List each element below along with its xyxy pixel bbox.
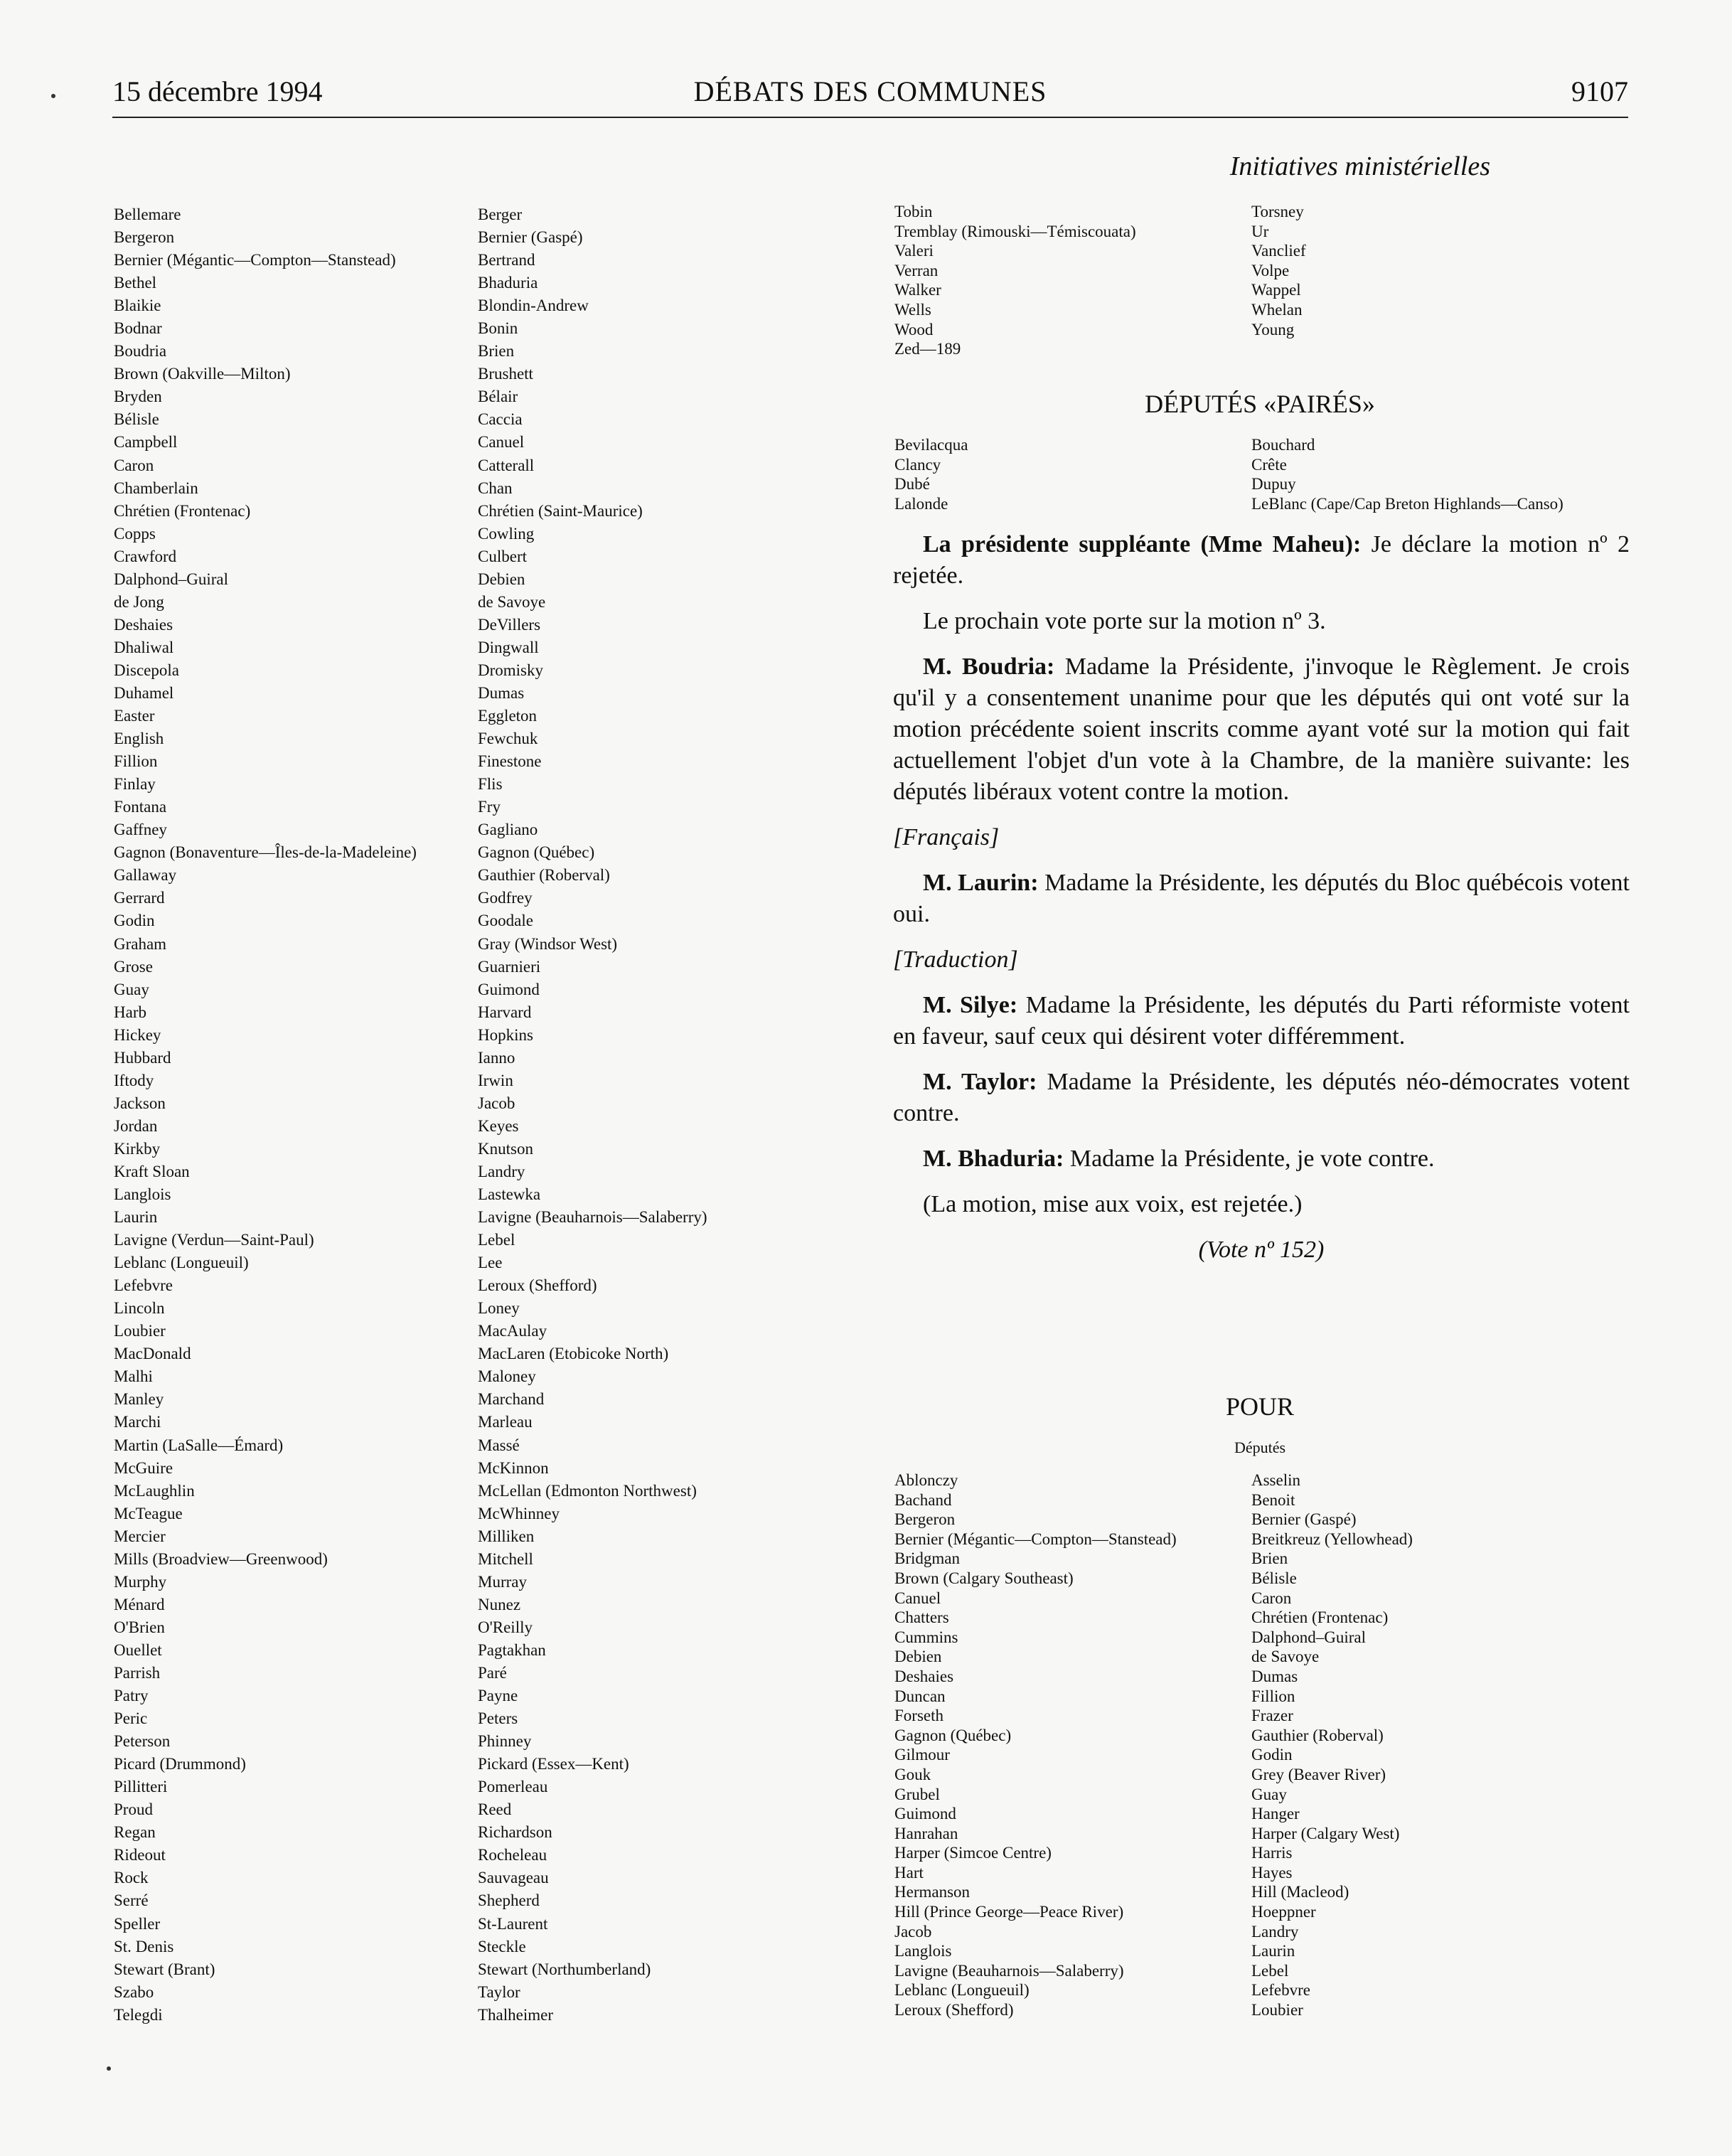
member-name: Deshaies — [894, 1667, 954, 1685]
header-date: 15 décembre 1994 — [112, 75, 323, 107]
member-name: Bevilacqua — [894, 436, 968, 454]
member-name: Martin (LaSalle—Émard) — [114, 1436, 284, 1454]
member-name: Wells — [894, 300, 931, 319]
member-name: Culbert — [478, 547, 527, 565]
member-name: Guimond — [894, 1805, 956, 1823]
member-name: Bergeron — [894, 1510, 956, 1529]
member-name: Hill (Prince George—Peace River) — [894, 1903, 1124, 1921]
member-name: Verran — [894, 261, 939, 279]
member-name: Patry — [114, 1687, 149, 1705]
member-name: Lavigne (Beauharnois—Salaberry) — [478, 1208, 707, 1227]
member-name: MacAulay — [478, 1322, 547, 1340]
debate-text — [893, 529, 1630, 1280]
paragraph-speaker-statement: M. Laurin: Madame la Présidente, les députés du Bloc québécois votent oui. — [893, 870, 1630, 927]
member-name: Gagliano — [478, 821, 538, 839]
member-name: Hanger — [1251, 1805, 1300, 1823]
member-name: Telegdi — [114, 2005, 163, 2024]
member-name: Wood — [894, 320, 934, 338]
member-name: Grey (Beaver River) — [1251, 1765, 1386, 1783]
vote-list-continued-column-2 — [1251, 202, 1628, 339]
member-name: Bethel — [114, 274, 157, 292]
member-name: Campbell — [114, 433, 178, 452]
member-name: Harvard — [478, 1003, 532, 1021]
member-name: English — [114, 730, 164, 748]
member-name: St. Denis — [114, 1937, 174, 1955]
member-name: Cowling — [478, 524, 535, 543]
paired-heading: DÉPUTÉS «PAIRÉS» — [1145, 390, 1375, 418]
member-name: Lastewka — [478, 1185, 541, 1204]
member-name: Marchand — [478, 1390, 545, 1409]
member-name: Serré — [114, 1891, 149, 1910]
member-name: Duncan — [894, 1687, 946, 1705]
member-name: Berger — [478, 206, 523, 223]
member-name: DeVillers — [478, 615, 541, 634]
member-name: Canuel — [894, 1589, 941, 1607]
member-name: de Savoye — [478, 592, 546, 611]
member-name: Gauthier (Roberval) — [1251, 1726, 1384, 1744]
member-name: Harb — [114, 1003, 146, 1021]
member-name: McLellan (Edmonton Northwest) — [478, 1481, 697, 1500]
member-name: Mercier — [114, 1527, 166, 1545]
member-name: Keyes — [478, 1116, 519, 1135]
member-name: Hayes — [1251, 1863, 1293, 1882]
language-marker: [Traduction] — [893, 946, 1018, 973]
pour-heading: POUR — [1225, 1392, 1295, 1421]
member-name: Richardson — [478, 1823, 552, 1842]
member-name: Hubbard — [114, 1048, 171, 1067]
member-name: MacDonald — [114, 1345, 191, 1363]
paragraph-speaker-statement: La présidente suppléante (Mme Maheu): Je déclare la motion nº 2 rejetée. — [893, 531, 1630, 589]
member-name: Torsney — [1251, 203, 1304, 220]
member-name: Flis — [478, 775, 503, 794]
member-name: Kraft Sloan — [114, 1162, 190, 1180]
member-name: Marleau — [478, 1413, 533, 1431]
paragraph-speaker-statement: M. Boudria: Madame la Présidente, j'invoque le Règlement. Je crois qu'il y a consentement unanime pour que les députés qui ont voté sur la motion précédente soient inscrits comme ayant voté sur la motion qui fait actuellement l'objet d'un vote à la Chambre, de la manière suivante: les députés libéraux votent contre la motion. — [893, 653, 1630, 805]
member-name: Dumas — [478, 683, 525, 702]
member-name: Ménard — [114, 1595, 165, 1613]
member-name: Mitchell — [478, 1549, 533, 1568]
member-name: Bonin — [478, 319, 518, 338]
member-name: Pomerleau — [478, 1778, 548, 1796]
member-name: Lebel — [1251, 1961, 1289, 1980]
member-name: Godin — [114, 912, 155, 930]
member-name: Wappel — [1251, 281, 1301, 299]
member-name: Bouchard — [1251, 436, 1315, 454]
member-name: Blondin-Andrew — [478, 297, 589, 315]
member-name: Hill (Macleod) — [1251, 1883, 1349, 1901]
member-name: Dromisky — [478, 661, 543, 679]
member-name: Sauvageau — [478, 1869, 549, 1887]
member-name: Gilmour — [894, 1746, 950, 1764]
member-name: Harper (Calgary West) — [1251, 1824, 1400, 1842]
member-name: Loubier — [114, 1322, 166, 1340]
member-name: Reed — [478, 1800, 512, 1819]
vote-list-column-2 — [478, 203, 833, 2027]
member-name: de Savoye — [1251, 1648, 1320, 1666]
member-name: Hoeppner — [1251, 1903, 1316, 1921]
member-name: Breitkreuz (Yellowhead) — [1251, 1530, 1413, 1548]
member-name: Leblanc (Longueuil) — [114, 1254, 249, 1272]
member-name: Hickey — [114, 1025, 161, 1044]
member-name: Whelan — [1251, 300, 1303, 319]
member-name: McWhinney — [478, 1504, 560, 1522]
member-name: Gagnon (Québec) — [478, 843, 595, 862]
member-name: Kirkby — [114, 1139, 161, 1158]
member-name: Langlois — [114, 1185, 171, 1204]
member-name: Copps — [114, 524, 156, 543]
member-name: Laurin — [1251, 1942, 1295, 1960]
member-name: Dalphond–Guiral — [114, 570, 228, 588]
member-name: Bellemare — [114, 206, 181, 223]
member-name: Laurin — [114, 1208, 158, 1227]
member-name: Pagtakhan — [478, 1640, 546, 1659]
member-name: Leroux (Shefford) — [478, 1276, 597, 1295]
member-name: Leroux (Shefford) — [894, 2001, 1014, 2019]
member-name: Hanrahan — [894, 1824, 958, 1842]
speaker-name: M. Boudria: — [923, 653, 1055, 680]
member-name: Dingwall — [478, 638, 539, 656]
speaker-name: M. Bhaduria: — [923, 1146, 1064, 1172]
member-name: Guimond — [478, 980, 540, 998]
member-name: Bertrand — [478, 251, 535, 270]
member-name: Deshaies — [114, 615, 173, 634]
member-name: Walker — [894, 281, 941, 299]
member-name: McKinnon — [478, 1458, 549, 1477]
member-name: Blaikie — [114, 297, 161, 315]
member-name: Grubel — [894, 1785, 940, 1803]
member-name: Marchi — [114, 1413, 161, 1431]
member-name: McGuire — [114, 1458, 173, 1477]
member-name: Stewart (Northumberland) — [478, 1960, 651, 1978]
member-name: Langlois — [894, 1942, 952, 1960]
member-name: Pillitteri — [114, 1778, 168, 1796]
page-header — [112, 74, 1628, 117]
member-name: Fry — [478, 798, 501, 816]
member-name: Ianno — [478, 1048, 515, 1067]
member-name: McTeague — [114, 1504, 183, 1522]
member-name: Dubé — [894, 475, 930, 493]
member-name: Rocheleau — [478, 1846, 547, 1864]
member-name: Caron — [1251, 1589, 1292, 1607]
member-name: Chatters — [894, 1608, 949, 1627]
member-name: Gallaway — [114, 866, 177, 885]
header-page-number: 9107 — [1571, 75, 1628, 107]
member-name: Caron — [114, 456, 154, 474]
pour-column-2 — [1251, 1471, 1628, 2020]
member-name: Dhaliwal — [114, 638, 174, 656]
member-name: O'Brien — [114, 1618, 165, 1636]
member-name: O'Reilly — [478, 1618, 533, 1636]
member-name: Lebel — [478, 1231, 515, 1249]
member-name: Jacob — [894, 1922, 932, 1941]
member-name: Bergeron — [114, 228, 175, 247]
member-name: Hopkins — [478, 1025, 533, 1044]
paragraph-speaker-statement: M. Taylor: Madame la Présidente, les députés néo-démocrates votent contre. — [893, 1069, 1630, 1126]
member-name: Mills (Broadview—Greenwood) — [114, 1549, 328, 1568]
member-name: Ur — [1251, 222, 1269, 240]
member-name: Duhamel — [114, 683, 174, 702]
speaker-name: M. Taylor: — [923, 1069, 1037, 1095]
member-name: Easter — [114, 707, 155, 725]
member-name: Speller — [114, 1914, 161, 1933]
member-name: Ouellet — [114, 1640, 162, 1659]
member-name: Szabo — [114, 1982, 154, 2001]
section-label: Initiatives ministérielles — [1229, 151, 1490, 181]
member-name: Bernier (Gaspé) — [1251, 1510, 1357, 1529]
member-name: Graham — [114, 934, 167, 953]
member-name: Asselin — [1251, 1471, 1300, 1489]
member-name: Jackson — [114, 1094, 166, 1112]
member-name: Benoit — [1251, 1490, 1295, 1509]
paragraph-speaker-statement: M. Silye: Madame la Présidente, les députés du Parti réformiste votent en faveur, sauf ceux qui désirent voter différemment. — [893, 992, 1630, 1050]
member-name: Loubier — [1251, 2001, 1303, 2019]
member-name: Eggleton — [478, 707, 538, 725]
member-name: Lalonde — [894, 494, 948, 513]
member-name: Forseth — [894, 1707, 943, 1725]
member-name: Bélisle — [1251, 1569, 1297, 1587]
paired-column-1 — [894, 435, 1236, 513]
member-name: Hermanson — [894, 1883, 971, 1901]
member-name: Harris — [1251, 1844, 1293, 1862]
member-name: Bridgman — [894, 1549, 960, 1568]
member-name: Milliken — [478, 1527, 535, 1545]
member-name: Bodnar — [114, 319, 162, 338]
member-name: Knutson — [478, 1139, 533, 1158]
member-name: Brien — [478, 342, 515, 361]
member-name: Peters — [478, 1709, 518, 1728]
paragraph-speaker-statement: M. Bhaduria: Madame la Présidente, je vote contre. — [923, 1146, 1435, 1172]
member-name: Pickard (Essex—Kent) — [478, 1755, 629, 1773]
member-name: Picard (Drummond) — [114, 1755, 246, 1773]
member-name: MacLaren (Etobicoke North) — [478, 1345, 669, 1363]
member-name: Thalheimer — [478, 2005, 554, 2024]
speaker-name: M. Silye: — [923, 992, 1018, 1018]
member-name: Bélisle — [114, 410, 159, 429]
member-name: Chrétien (Saint-Maurice) — [478, 501, 643, 520]
member-name: Cummins — [894, 1628, 958, 1646]
member-name: Steckle — [478, 1937, 526, 1955]
member-name: Phinney — [478, 1732, 532, 1751]
member-name: Chrétien (Frontenac) — [114, 501, 251, 520]
member-name: Boudria — [114, 342, 167, 361]
member-name: Lee — [478, 1254, 503, 1272]
member-name: Rock — [114, 1869, 149, 1887]
member-name: Lefebvre — [114, 1276, 173, 1295]
member-name: Debien — [894, 1648, 942, 1666]
speaker-name: La présidente suppléante (Mme Maheu): — [923, 531, 1362, 557]
member-name: Lavigne (Beauharnois—Salaberry) — [894, 1961, 1124, 1980]
member-name: Regan — [114, 1823, 156, 1842]
member-name: Rideout — [114, 1846, 166, 1864]
member-name: Bachand — [894, 1490, 952, 1509]
member-name: Finestone — [478, 752, 542, 771]
member-name: Bélair — [478, 388, 518, 406]
member-name: Peterson — [114, 1732, 171, 1751]
member-name: Chamberlain — [114, 479, 198, 497]
member-name: Leblanc (Longueuil) — [894, 1981, 1030, 2000]
member-name: Lefebvre — [1251, 1981, 1310, 2000]
member-name: Murray — [478, 1572, 527, 1591]
member-name: Chan — [478, 479, 513, 497]
member-name: Loney — [478, 1299, 520, 1318]
member-name: Murphy — [114, 1572, 167, 1591]
member-name: Vanclief — [1251, 242, 1306, 260]
member-name: Taylor — [478, 1982, 520, 2001]
member-name: Brien — [1251, 1549, 1288, 1568]
member-name: Discepola — [114, 661, 179, 679]
member-name: Gagnon (Bonaventure—Îles-de-la-Madeleine) — [114, 843, 417, 862]
member-name: Debien — [478, 570, 525, 588]
member-name: Proud — [114, 1800, 153, 1819]
paragraph: Le prochain vote porte sur la motion nº 3. — [923, 608, 1326, 634]
member-name: Gagnon (Québec) — [894, 1726, 1012, 1744]
member-name: Maloney — [478, 1367, 536, 1386]
member-name: Irwin — [478, 1071, 513, 1089]
member-name: Gerrard — [114, 889, 165, 907]
member-name: Godin — [1251, 1746, 1293, 1764]
member-name: Dupuy — [1251, 475, 1296, 493]
member-name: Lincoln — [114, 1299, 165, 1318]
member-name: Grose — [114, 957, 153, 976]
member-name: Valeri — [894, 242, 934, 260]
member-name: Volpe — [1251, 261, 1290, 279]
member-name: Guarnieri — [478, 957, 541, 976]
member-name: Fewchuk — [478, 730, 538, 748]
member-name: Gouk — [894, 1765, 931, 1783]
member-name: Landry — [478, 1162, 525, 1180]
member-name: Tobin — [894, 203, 933, 220]
member-name: Payne — [478, 1687, 518, 1705]
member-name: Massé — [478, 1436, 520, 1454]
member-name: Goodale — [478, 912, 533, 930]
member-name: Godfrey — [478, 889, 533, 907]
member-name: Dumas — [1251, 1667, 1298, 1685]
member-name: McLaughlin — [114, 1481, 195, 1500]
member-name: Bernier (Mégantic—Compton—Stanstead) — [114, 251, 396, 270]
vote-list-column-1 — [114, 203, 469, 2027]
member-name: Landry — [1251, 1922, 1299, 1941]
header-title: DÉBATS DES COMMUNES — [693, 75, 1047, 107]
language-marker: [Français] — [893, 824, 1000, 850]
member-name: Parrish — [114, 1664, 161, 1682]
member-name: Peric — [114, 1709, 148, 1728]
member-name: Fillion — [114, 752, 158, 771]
member-name: Bernier (Gaspé) — [478, 228, 583, 247]
member-name: Bhaduria — [478, 274, 538, 292]
vote-number: (Vote nº 152) — [1198, 1237, 1325, 1263]
member-name: Malhi — [114, 1367, 153, 1386]
member-name: Caccia — [478, 410, 523, 429]
member-name: Manley — [114, 1390, 164, 1409]
member-name: Jacob — [478, 1094, 515, 1112]
paired-column-2 — [1251, 435, 1628, 513]
scan-speck — [51, 94, 55, 98]
member-name: Jordan — [114, 1116, 158, 1135]
member-name: Frazer — [1251, 1707, 1293, 1725]
member-name: Crawford — [114, 547, 177, 565]
member-name: Bryden — [114, 388, 162, 406]
member-name: Paré — [478, 1664, 507, 1682]
member-name: Hart — [894, 1863, 924, 1882]
pour-column-1 — [894, 1471, 1236, 2020]
member-name: Guay — [114, 980, 149, 998]
member-name: Chrétien (Frontenac) — [1251, 1608, 1389, 1627]
member-name: Guay — [1251, 1785, 1287, 1803]
member-name: Gauthier (Roberval) — [478, 866, 610, 885]
member-name: Gray (Windsor West) — [478, 934, 618, 953]
member-name: LeBlanc (Cape/Cap Breton Highlands—Canso) — [1251, 494, 1563, 513]
member-name: Bernier (Mégantic—Compton—Stanstead) — [894, 1530, 1177, 1548]
member-name: Finlay — [114, 775, 156, 794]
member-name: Brown (Calgary Southeast) — [894, 1569, 1074, 1587]
member-name: Crête — [1251, 455, 1287, 474]
member-name: Lavigne (Verdun—Saint-Paul) — [114, 1231, 314, 1249]
member-name: Gaffney — [114, 821, 167, 839]
member-name: Tremblay (Rimouski—Témiscouata) — [894, 222, 1136, 240]
vote-list-continued-column-1 — [894, 202, 1236, 359]
member-name: Harper (Simcoe Centre) — [894, 1844, 1052, 1862]
member-name: Ablonczy — [894, 1471, 958, 1489]
member-name: Dalphond–Guiral — [1251, 1628, 1366, 1646]
header-rule — [112, 117, 1628, 118]
member-name: Brushett — [478, 365, 533, 383]
member-name: de Jong — [114, 592, 164, 611]
member-name: Brown (Oakville—Milton) — [114, 365, 291, 383]
member-name: Stewart (Brant) — [114, 1960, 215, 1978]
paragraph: (La motion, mise aux voix, est rejetée.) — [923, 1191, 1303, 1217]
member-name: Catterall — [478, 456, 535, 474]
member-name: Shepherd — [478, 1891, 540, 1910]
member-name: Iftody — [114, 1071, 154, 1089]
speaker-name: M. Laurin: — [923, 870, 1039, 896]
member-name: St-Laurent — [478, 1914, 548, 1933]
member-name: Fillion — [1251, 1687, 1295, 1705]
pour-subheading: Députés — [1234, 1439, 1286, 1456]
member-name: Fontana — [114, 798, 167, 816]
member-name: Clancy — [894, 455, 941, 474]
member-name: Nunez — [478, 1595, 521, 1613]
member-name: Zed—189 — [894, 340, 961, 358]
member-name: Young — [1251, 320, 1295, 338]
member-name: Canuel — [478, 433, 525, 452]
scan-speck — [107, 2066, 111, 2071]
